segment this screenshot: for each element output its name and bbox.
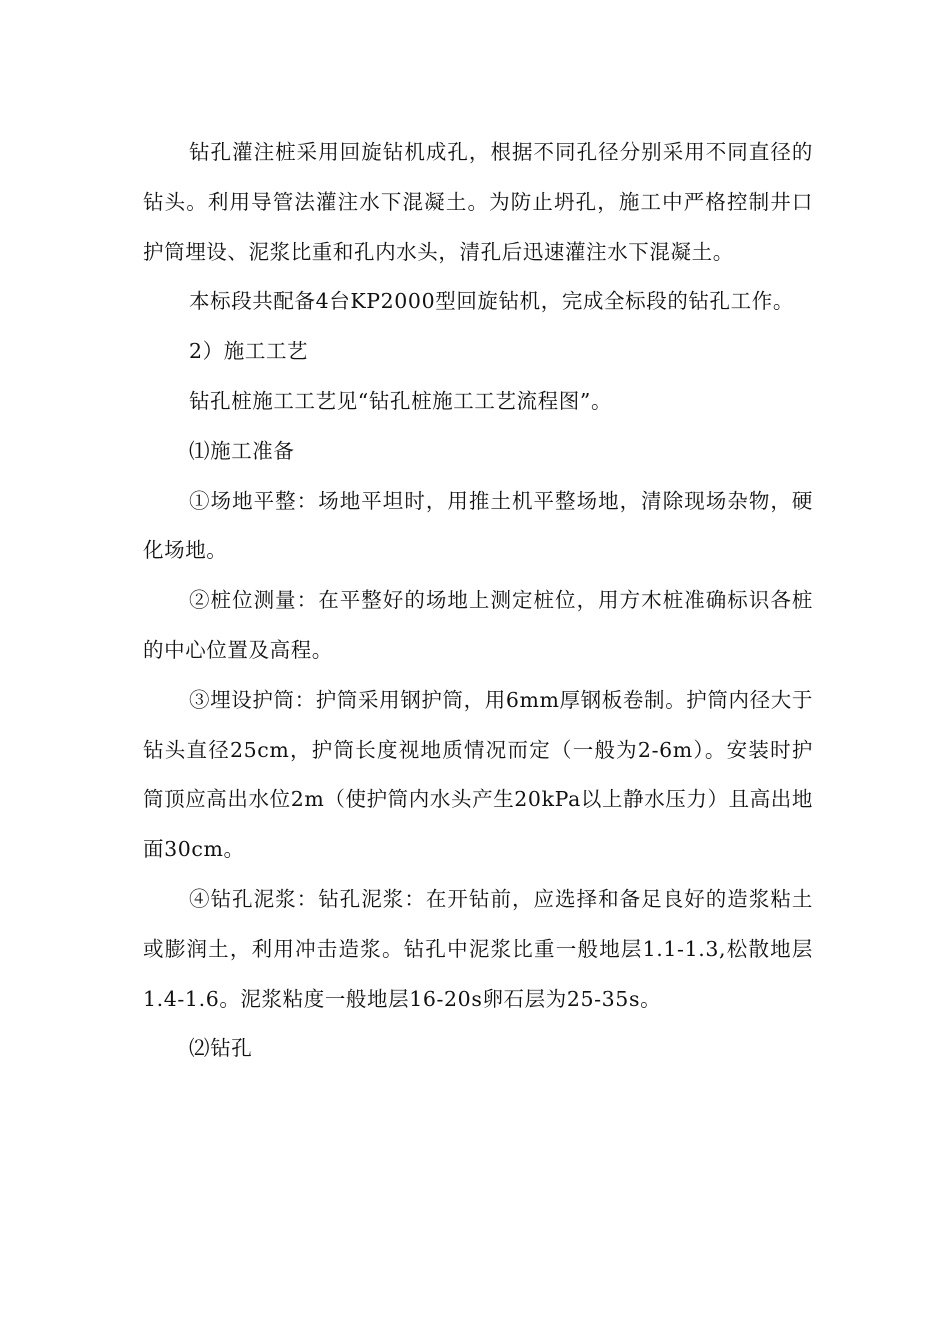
paragraph-process-reference: 钻孔桩施工工艺见“钻孔桩施工工艺流程图”。	[189, 388, 613, 413]
heading-drilling: ⑵钻孔	[189, 1036, 253, 1061]
heading-construction-preparation: ⑴施工准备	[189, 438, 295, 463]
paragraph-drilling-mud: ④钻孔泥浆：钻孔泥浆：在开钻前，应选择和备足良好的造浆粘土或膨润土，利用冲击造浆。钻孔中泥浆比重一般地层1.1-1.3,松散地层1.4-1.6。泥浆粘度一般地层16-20s卵石层为25-35s。	[143, 886, 813, 1011]
paragraph-rig-allocation: 本标段共配备4台KP2000型回旋钻机，完成全标段的钻孔工作。	[189, 289, 794, 314]
paragraph-pile-position-survey: ②桩位测量：在平整好的场地上测定桩位，用方木桩准确标识各桩的中心位置及高程。	[143, 588, 813, 662]
heading-construction-process: 2）施工工艺	[189, 339, 309, 364]
document-body	[143, 128, 813, 1074]
paragraph-casing-installation: ③埋设护筒：护筒采用钢护筒，用6mm厚钢板卷制。护筒内径大于钻头直径25cm，护筒长度视地质情况而定（一般为2-6m）。安装时护筒顶应高出水位2m（使护筒内水头产生20kPa以上静水压力）且高出地面30cm。	[143, 687, 813, 862]
paragraph-bored-pile-method: 钻孔灌注桩采用回旋钻机成孔，根据不同孔径分别采用不同直径的钻头。利用导管法灌注水下混凝土。为防止坍孔，施工中严格控制井口护筒埋设、泥浆比重和孔内水头，清孔后迅速灌注水下混凝土。	[143, 140, 813, 264]
paragraph-site-leveling: ①场地平整：场地平坦时，用推土机平整场地，清除现场杂物，硬化场地。	[143, 488, 813, 563]
